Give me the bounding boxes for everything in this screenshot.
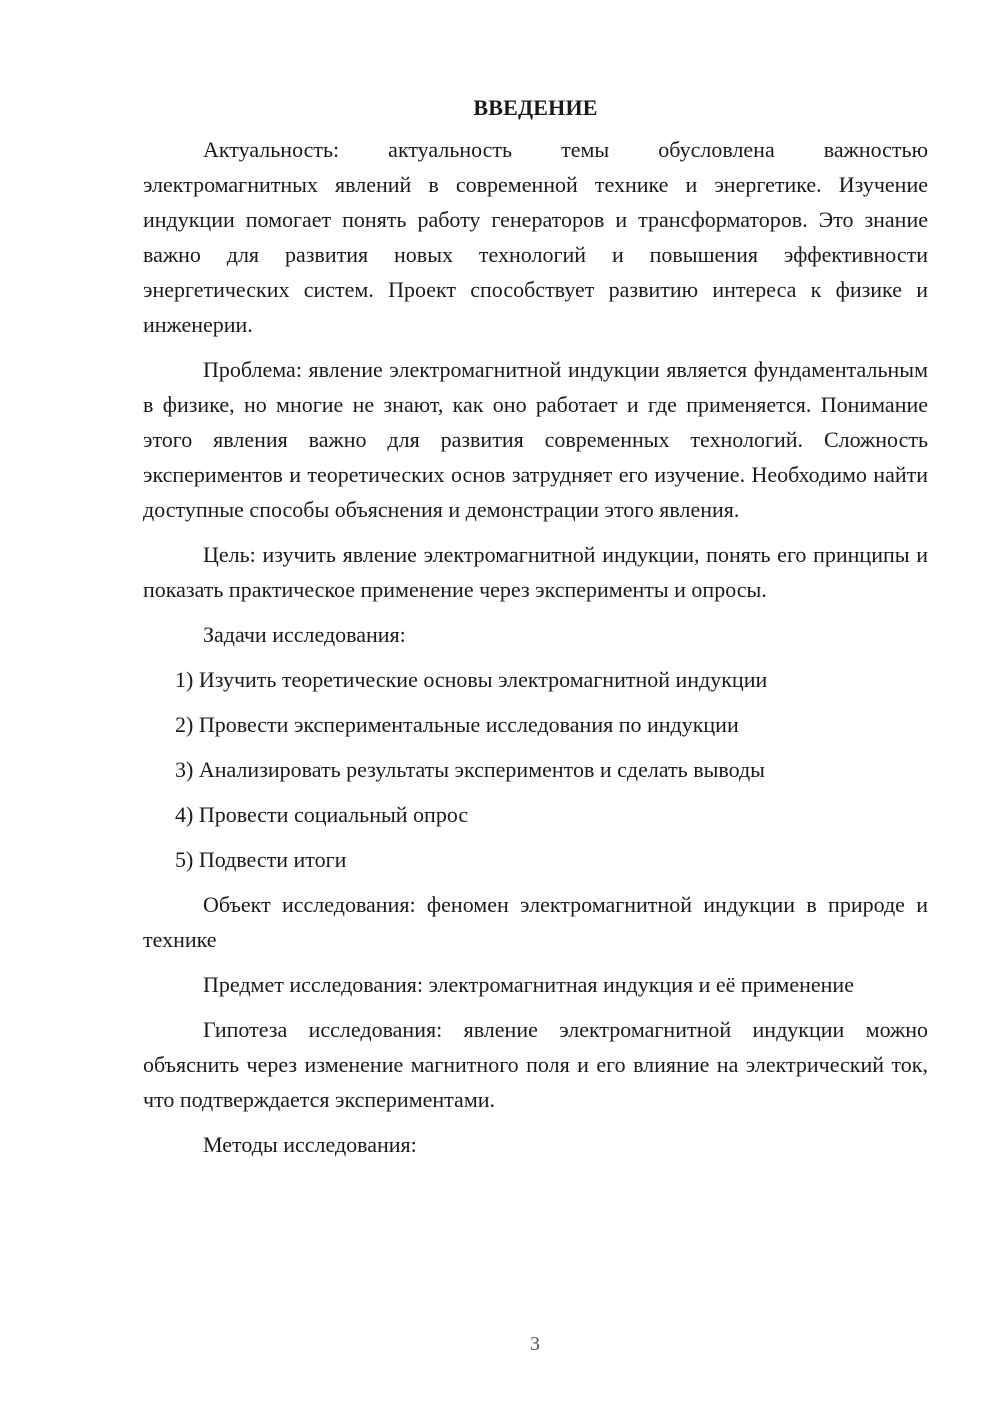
hypothesis-paragraph: Гипотеза исследования: явление электромагнитной индукции можно объяснить через изменение магнитного поля и его влияние на электрический ток, что подтверждается экспериментами. [143,1017,928,1112]
list-item: 5) Подвести итоги [175,847,347,872]
relevance-paragraph: Актуальность: актуальность темы обусловлена важностью электромагнитных явлений в современной технике и энергетике. Изучение индукции помогает понять работу генераторов и трансформаторов. Это знание важно для развития новых технологий и повышения эффективности энергетических систем. Проект способствует развитию интереса к физике и инженерии. [143,137,928,337]
problem-paragraph: Проблема: явление электромагнитной индукции является фундаментальным в физике, но многие не знают, как оно работает и где применяется. Понимание этого явления важно для развития современных технологий. Сложность экспериментов и теоретических основ затрудняет его изучение. Необходимо найти доступные способы объяснения и демонстрации этого явления. [143,357,928,522]
methods-heading: Методы исследования: [203,1132,417,1157]
list-item: 3) Анализировать результаты экспериментов и сделать выводы [175,757,765,782]
list-item: 1) Изучить теоретические основы электромагнитной индукции [175,667,768,692]
goal-paragraph: Цель: изучить явление электромагнитной индукции, понять его принципы и показать практическое применение через эксперименты и опросы. [143,542,928,602]
subject-paragraph: Предмет исследования: электромагнитная индукция и её применение [203,972,854,997]
list-item: 4) Провести социальный опрос [175,802,469,827]
list-item: 2) Провести экспериментальные исследования по индукции [175,712,739,737]
document-page [143,90,928,1172]
object-paragraph: Объект исследования: феномен электромагнитной индукции в природе и технике [143,892,928,952]
tasks-list [143,662,928,877]
section-title: ВВЕДЕНИЕ [473,95,598,120]
tasks-heading: Задачи исследования: [203,622,406,647]
page-number: 3 [530,1333,540,1355]
